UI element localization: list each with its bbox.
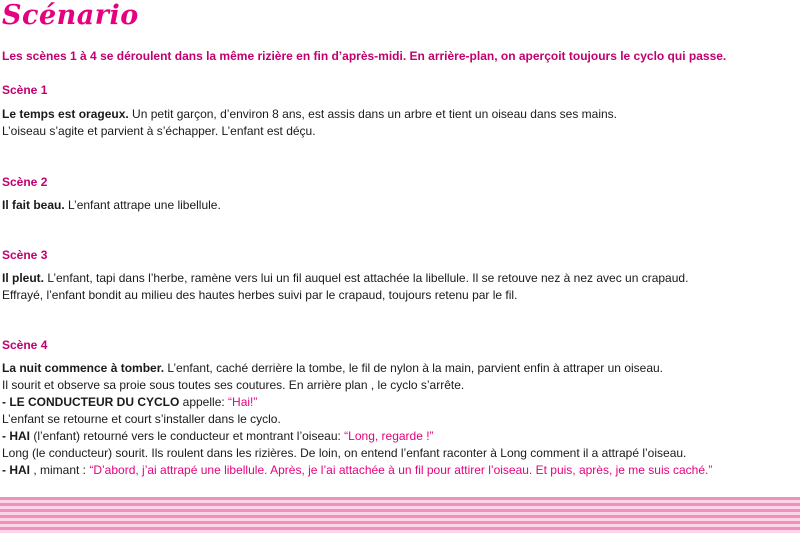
scene-3-heading: Scène 3 xyxy=(2,248,48,262)
speaker-hai: - HAI xyxy=(2,429,30,443)
scene-1-line-1 xyxy=(2,106,617,123)
scene-1-heading: Scène 1 xyxy=(2,83,48,97)
scene-4-text xyxy=(2,360,712,479)
scene-3-line-1 xyxy=(2,270,688,287)
scene-4-line-1 xyxy=(2,360,712,377)
decorative-stripes xyxy=(0,497,800,533)
speaker-hai-2: - HAI xyxy=(2,463,30,477)
quote-dabord: “D’abord, j’ai attrapé une libellule. Après, je l’ai attachée à un fil pour attirer l’oiseau. Et puis, après, je me suis caché.” xyxy=(89,463,713,477)
scene-4-line-7-text: , mimant : xyxy=(30,463,90,477)
scene-4-line-7 xyxy=(2,462,712,479)
page-title: Scénario xyxy=(2,0,139,31)
scene-4-heading: Scène 4 xyxy=(2,338,48,352)
scene-1-lead: Le temps est orageux. xyxy=(2,107,129,121)
intro-text: Les scènes 1 à 4 se déroulent dans la même rizière en fin d’après-midi. En arrière-plan, on aperçoit toujours le cyclo qui passe. xyxy=(2,49,727,63)
scene-3-line-2: Effrayé, l’enfant bondit au milieu des hautes herbes suivi par le crapaud, toujours retenu par le fil. xyxy=(2,288,518,302)
scene-4-line-5 xyxy=(2,428,712,445)
scene-3-line-1-text: L’enfant, tapi dans l’herbe, ramène vers lui un fil auquel est attachée la libellule. Il se retouve nez à nez avec un crapaud. xyxy=(44,271,689,285)
scene-1-line-2: L’oiseau s’agite et parvient à s’échapper. L’enfant est déçu. xyxy=(2,124,316,138)
scene-4-line-1-text: L’enfant, caché derrière la tombe, le fil de nylon à la main, parvient enfin à attraper un oiseau. xyxy=(164,361,664,375)
scene-3-text xyxy=(2,270,688,304)
scene-4-line-5-text: (l’enfant) retourné vers le conducteur et montrant l’oiseau: xyxy=(30,429,345,443)
scene-2-line-1 xyxy=(2,197,221,214)
speaker-conducteur: - LE CONDUCTEUR DU CYCLO xyxy=(2,395,180,409)
scene-2-text xyxy=(2,197,221,214)
scene-4-line-4: L’enfant se retourne et court s’installer dans le cyclo. xyxy=(2,412,281,426)
scene-2-line-1-text: L’enfant attrape une libellule. xyxy=(64,198,221,212)
scene-4-lead: La nuit commence à tomber. xyxy=(2,361,165,375)
scene-1-text xyxy=(2,106,617,140)
scene-4-line-3-text: appelle: xyxy=(179,395,229,409)
quote-long-regarde: “Long, regarde !” xyxy=(344,429,434,443)
scene-3-lead: Il pleut. xyxy=(2,271,44,285)
scene-1-line-1-text: Un petit garçon, d’environ 8 ans, est assis dans un arbre et tient un oiseau dans ses mains. xyxy=(128,107,617,121)
scene-4-line-3 xyxy=(2,394,712,411)
quote-hai: “Hai!” xyxy=(228,395,258,409)
scene-2-lead: Il fait beau. xyxy=(2,198,65,212)
scene-2-heading: Scène 2 xyxy=(2,175,48,189)
scene-4-line-2: Il sourit et observe sa proie sous toutes ses coutures. En arrière plan , le cyclo s’arrête. xyxy=(2,378,465,392)
scene-4-line-6: Long (le conducteur) sourit. Ils roulent dans les rizières. De loin, on entend l’enfant raconter à Long comment il a attrapé l’oiseau. xyxy=(2,446,687,460)
